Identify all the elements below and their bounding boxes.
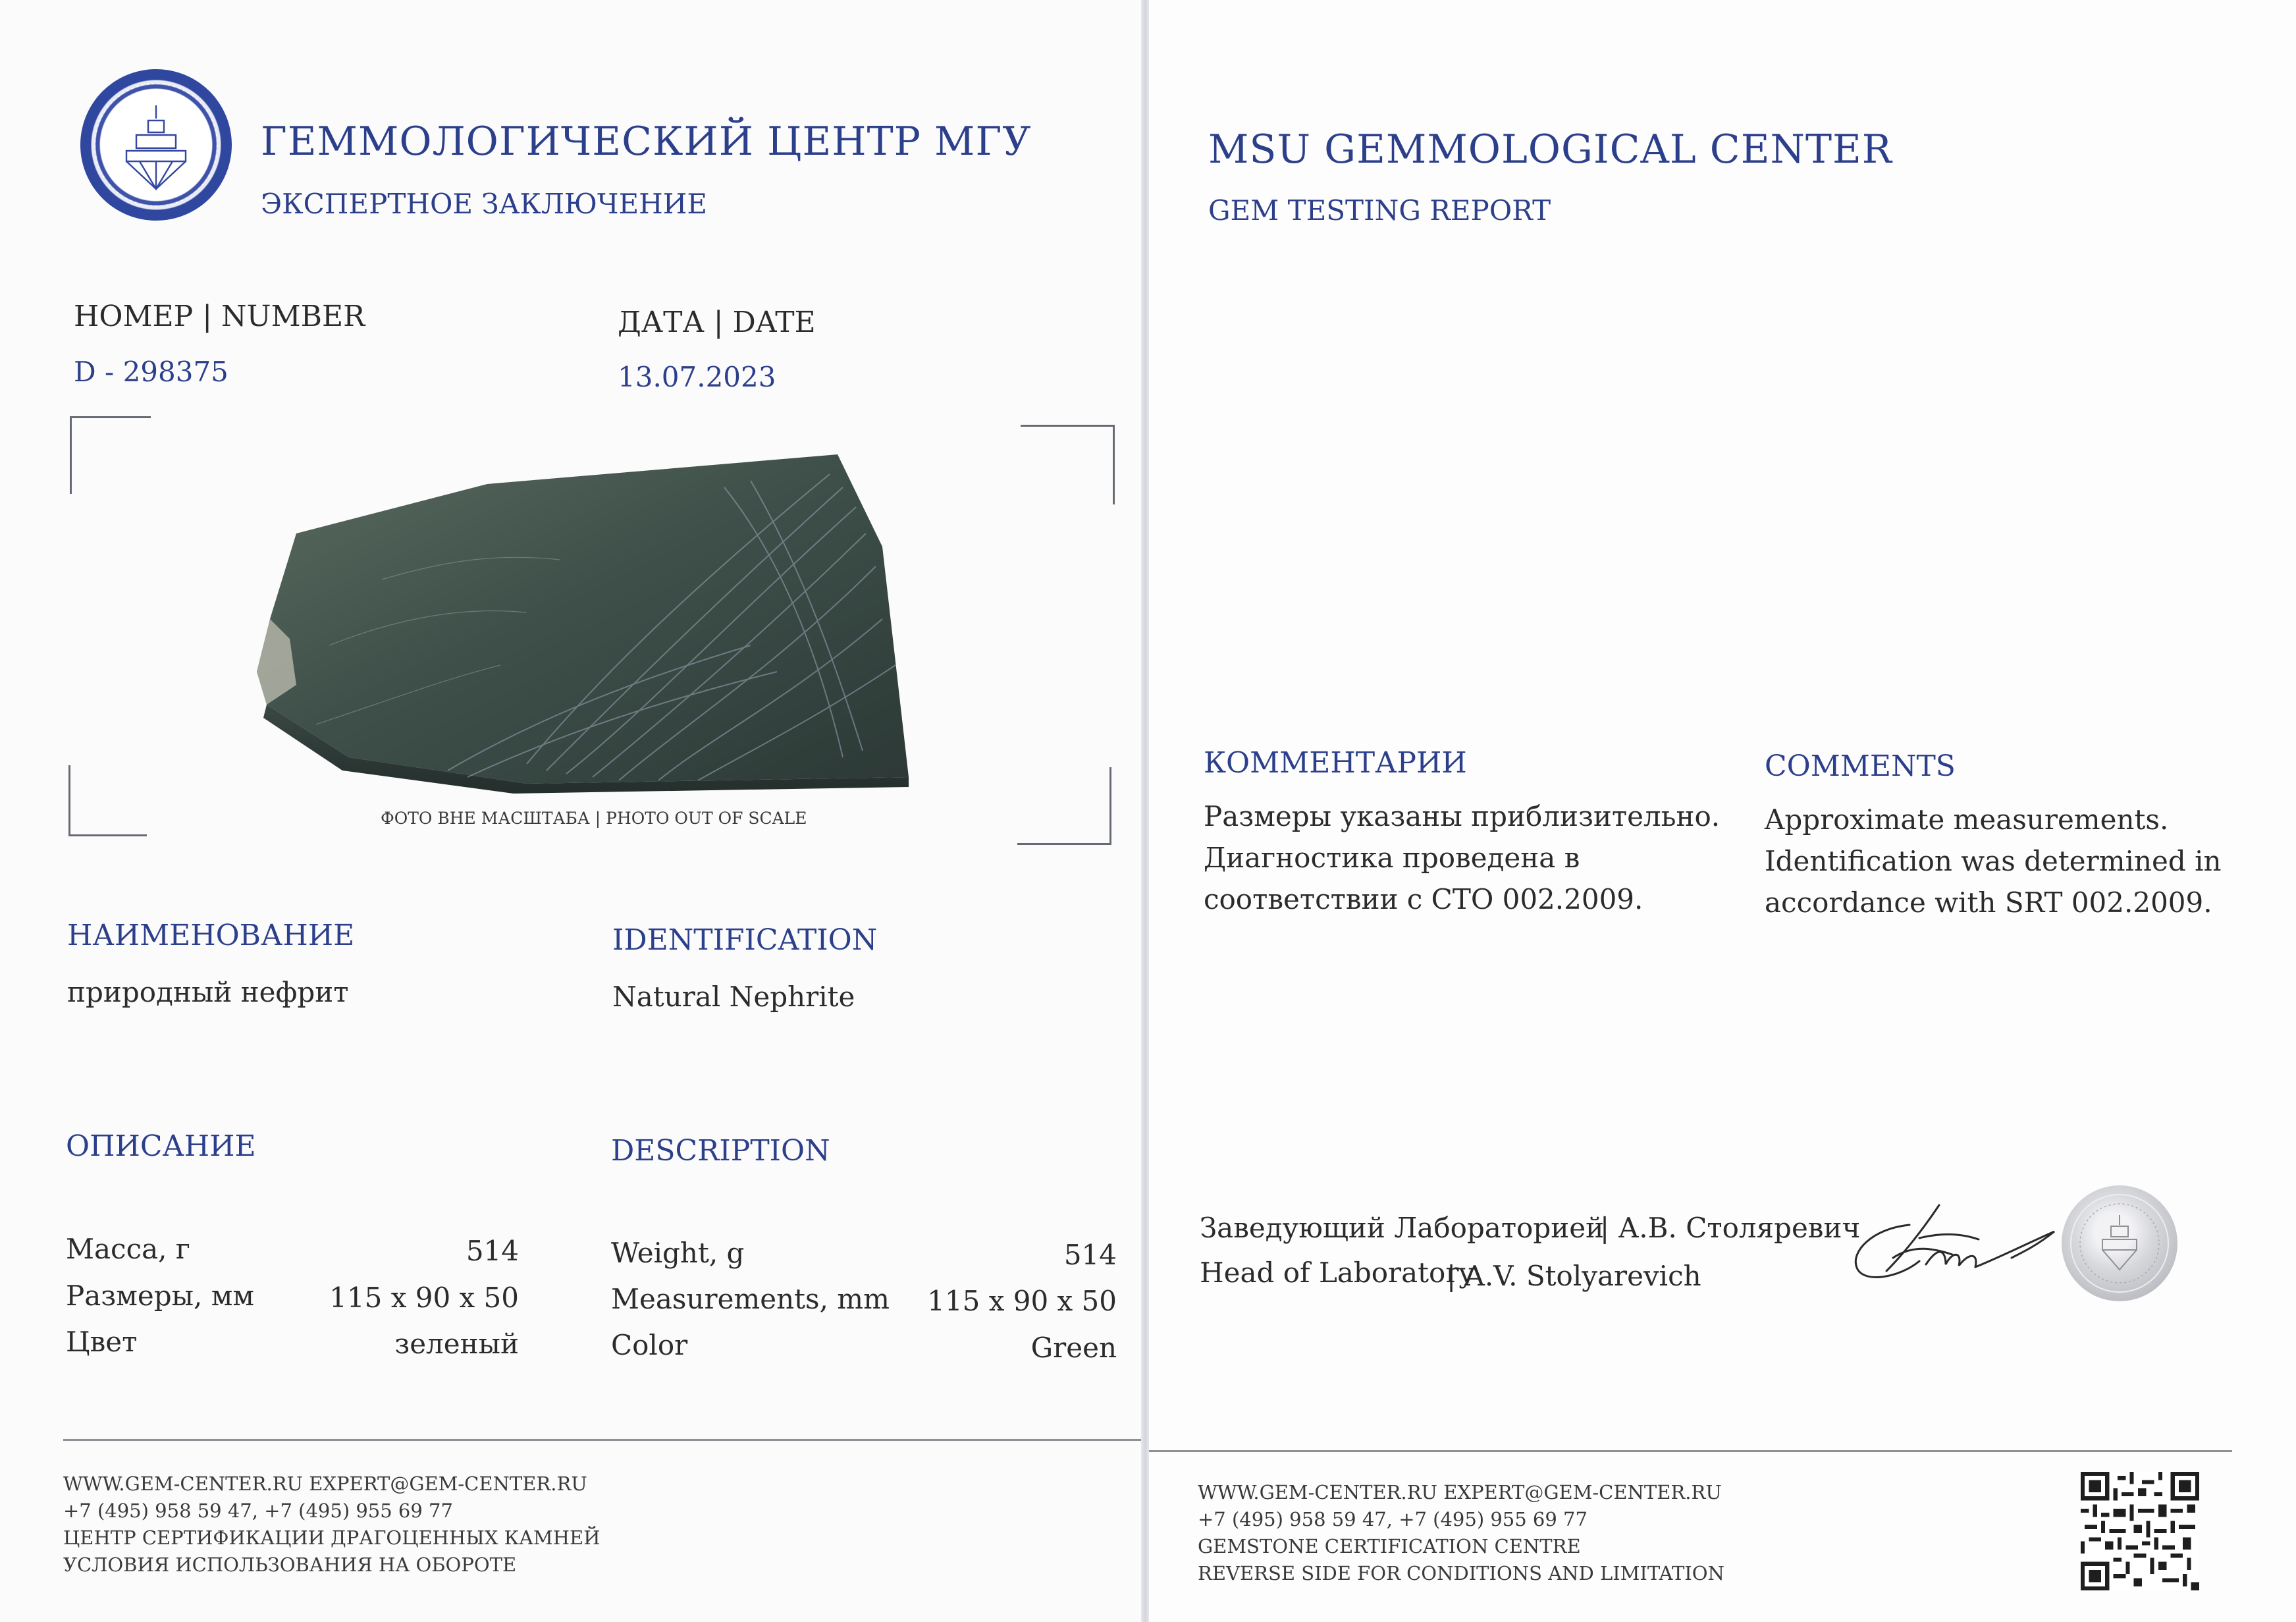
org-title-en: MSU GEMMOLOGICAL CENTER [1208, 126, 1892, 173]
embossed-stamp-icon [2062, 1185, 2177, 1301]
comment-line-ru: Размеры указаны приблизительно. [1204, 800, 1721, 832]
right-page [1149, 0, 2296, 1622]
signature-icon [1847, 1199, 2058, 1291]
comments-ru [1204, 796, 1720, 920]
footer-divider [1149, 1450, 2232, 1452]
comment-line-ru: соответствии с СТО 002.2009. [1204, 883, 1643, 915]
photo-frame-corner-bl [68, 765, 147, 836]
comment-line-en: accordance with SRT 002.2009. [1765, 886, 2212, 919]
comments-label-ru: КОММЕНТАРИИ [1204, 746, 1467, 780]
photo-frame-corner-tl [70, 416, 151, 494]
number-label: НОМЕР | NUMBER [74, 300, 365, 333]
prop-en-value-measurements: 115 x 90 x 50 [927, 1285, 1117, 1317]
footer-left [63, 1471, 601, 1579]
prop-en-value-color: Green [1030, 1332, 1117, 1364]
report-title-en: GEM TESTING REPORT [1208, 194, 1551, 227]
footer-line: WWW.GEM-CENTER.RU EXPERT@GEM-CENTER.RU [63, 1473, 587, 1495]
qr-code-icon [2081, 1472, 2199, 1590]
prop-ru-value-weight: 514 [466, 1235, 519, 1267]
prop-en-label-measurements: Measurements, mm [611, 1283, 890, 1315]
head-title-en: Head of Laboratory [1200, 1257, 1475, 1289]
left-page [0, 0, 1142, 1622]
prop-ru-label-weight: Масса, г [66, 1233, 190, 1265]
prop-ru-value-measurements: 115 x 90 x 50 [329, 1282, 519, 1314]
comments-en [1765, 799, 2222, 923]
prop-en-value-weight: 514 [1063, 1239, 1117, 1271]
footer-line: ЦЕНТР СЕРТИФИКАЦИИ ДРАГОЦЕННЫХ КАМНЕЙ [63, 1527, 601, 1549]
footer-right [1198, 1479, 1724, 1587]
prop-en-label-weight: Weight, g [611, 1237, 745, 1269]
head-name-en: | A.V. Stolyarevich [1447, 1260, 1701, 1292]
msu-seal-logo [80, 69, 232, 221]
org-title-ru: ГЕММОЛОГИЧЕСКИЙ ЦЕНТР МГУ [261, 119, 1032, 165]
head-name-ru: | А.В. Столяревич [1600, 1212, 1861, 1244]
date-label: ДАТА | DATE [618, 306, 816, 339]
footer-line: GEMSTONE CERTIFICATION CENTRE [1198, 1535, 1581, 1557]
prop-ru-value-color: зеленый [394, 1328, 519, 1360]
comment-line-ru: Диагностика проведена в [1204, 842, 1580, 874]
footer-line: УСЛОВИЯ ИСПОЛЬЗОВАНИЯ НА ОБОРОТЕ [63, 1554, 517, 1576]
building-diamond-icon [80, 69, 232, 221]
comment-line-en: Approximate measurements. [1765, 803, 2169, 836]
prop-ru-label-measurements: Размеры, мм [66, 1280, 255, 1312]
prop-en-label-color: Color [611, 1329, 688, 1361]
desc-label-en: DESCRIPTION [611, 1134, 830, 1168]
report-title-ru: ЭКСПЕРТНОЕ ЗАКЛЮЧЕНИЕ [261, 188, 708, 220]
footer-line: WWW.GEM-CENTER.RU EXPERT@GEM-CENTER.RU [1198, 1481, 1722, 1503]
prop-ru-label-color: Цвет [66, 1326, 138, 1358]
photo-frame-corner-tr [1021, 425, 1115, 504]
ident-label-en: IDENTIFICATION [612, 923, 878, 957]
footer-line: +7 (495) 958 59 47, +7 (495) 955 69 77 [1198, 1508, 1588, 1530]
footer-line: REVERSE SIDE FOR CONDITIONS AND LIMITATION [1198, 1562, 1724, 1584]
photo-caption: ФОТО ВНЕ МАСШТАБА | PHOTO OUT OF SCALE [381, 809, 807, 828]
comment-line-en: Identification was determined in [1765, 845, 2222, 877]
number-value: D - 298375 [74, 356, 228, 388]
comments-label-en: COMMENTS [1765, 749, 1956, 783]
name-label-ru: НАИМЕНОВАНИЕ [67, 919, 355, 952]
desc-label-ru: ОПИСАНИЕ [66, 1129, 256, 1163]
ident-value-en: Natural Nephrite [612, 981, 855, 1013]
footer-divider [63, 1439, 1142, 1441]
photo-frame-corner-br [1017, 767, 1111, 845]
name-value-ru: природный нефрит [67, 976, 349, 1008]
head-title-ru: Заведующий Лабораторией [1200, 1212, 1605, 1244]
date-value: 13.07.2023 [618, 361, 776, 393]
nephrite-stone-photo [250, 448, 922, 797]
footer-line: +7 (495) 958 59 47, +7 (495) 955 69 77 [63, 1500, 453, 1522]
